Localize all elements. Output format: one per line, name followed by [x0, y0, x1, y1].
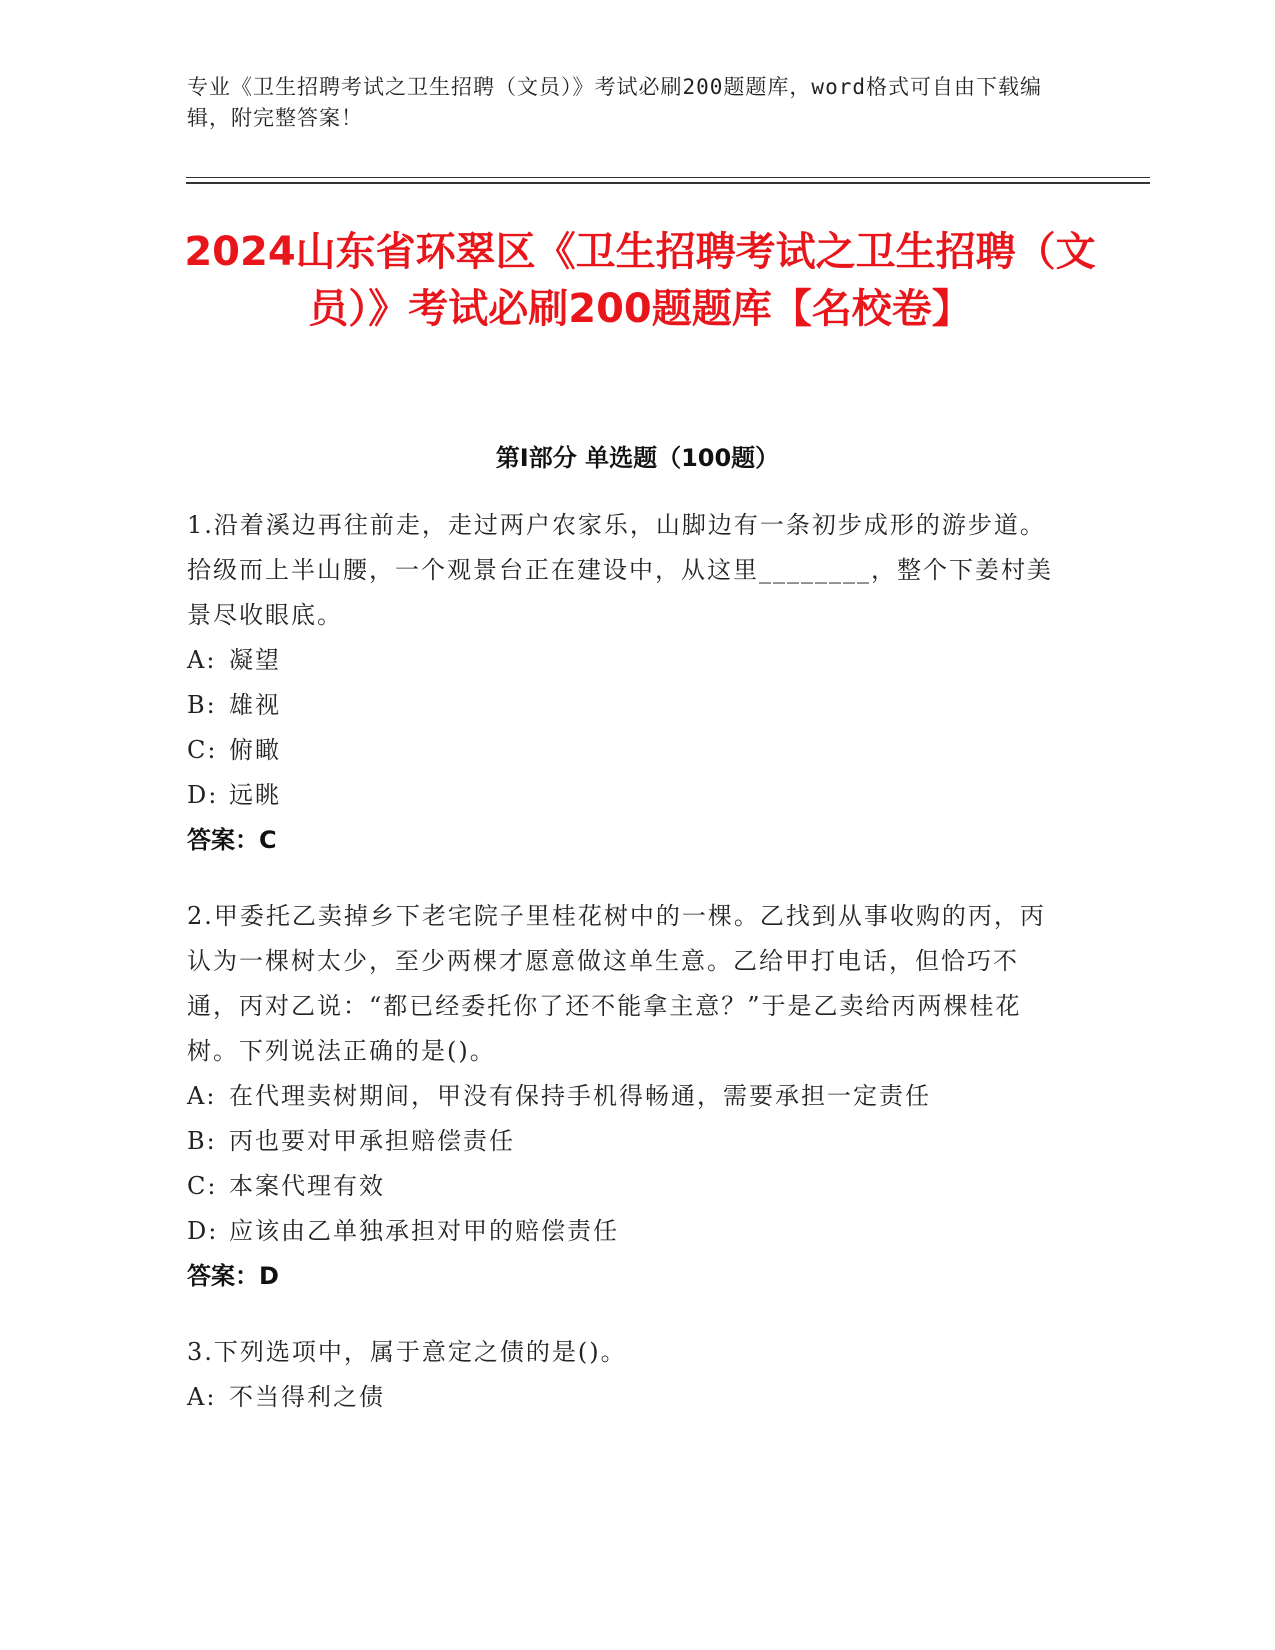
answer-line: 答案：C: [187, 826, 277, 854]
question-stem: 1.沿着溪边再往前走，走过两户农家乐，山脚边有一条初步成形的游步道。拾级而上半山腰，一个观景台正在建设中，从这里________，整个下姜村美景尽收眼底。: [187, 511, 1053, 629]
option-c: [187, 728, 1067, 773]
option-a: [187, 1074, 1067, 1119]
option-label: A:: [187, 1082, 217, 1110]
header-note: 专业《卫生招聘考试之卫生招聘（文员）》考试必刷200题题库，word格式可自由下载编辑，附完整答案！: [187, 75, 1042, 130]
option-label: C:: [187, 736, 218, 764]
question-stem: 3.下列选项中，属于意定之债的是()。: [187, 1338, 627, 1366]
option-b: [187, 1119, 1067, 1164]
option-text: 俯瞰: [229, 736, 281, 764]
section-heading: 第Ⅰ部分 单选题（100题）: [495, 444, 780, 472]
question-2: [187, 894, 1067, 1299]
question-stem: 2.甲委托乙卖掉乡下老宅院子里桂花树中的一棵。乙找到从事收购的丙，丙认为一棵树太少，至少两棵才愿意做这单生意。乙给甲打电话，但恰巧不通，丙对乙说：“都已经委托你了还不能拿主意？”于是乙卖给丙两棵桂花树。下列说法正确的是()。: [187, 902, 1046, 1065]
option-label: D:: [187, 781, 219, 809]
option-d: [187, 773, 1067, 818]
document-title: 2024山东省环翠区《卫生招聘考试之卫生招聘（文员）》考试必刷200题题库【名校卷】: [184, 229, 1096, 332]
option-label: A:: [187, 646, 217, 674]
option-a: [187, 638, 1067, 683]
question-3: [187, 1330, 1067, 1420]
option-label: C:: [187, 1172, 218, 1200]
option-c: [187, 1164, 1067, 1209]
option-a: [187, 1375, 1067, 1420]
option-text: 不当得利之债: [229, 1383, 385, 1411]
option-b: [187, 683, 1067, 728]
option-label: B:: [187, 691, 217, 719]
option-text: 凝望: [229, 646, 281, 674]
option-text: 在代理卖树期间，甲没有保持手机得畅通，需要承担一定责任: [229, 1082, 931, 1110]
option-text: 远眺: [229, 781, 281, 809]
option-text: 丙也要对甲承担赔偿责任: [229, 1127, 515, 1155]
header-rule-thick: [186, 182, 1150, 184]
header-rule-thin: [186, 177, 1150, 178]
option-label: B:: [187, 1127, 217, 1155]
option-text: 本案代理有效: [229, 1172, 385, 1200]
option-text: 应该由乙单独承担对甲的赔偿责任: [229, 1217, 619, 1245]
question-1: [187, 503, 1067, 863]
answer-line: 答案：D: [187, 1262, 279, 1290]
option-text: 雄视: [229, 691, 281, 719]
option-d: [187, 1209, 1067, 1254]
option-label: D:: [187, 1217, 219, 1245]
option-label: A:: [187, 1383, 217, 1411]
